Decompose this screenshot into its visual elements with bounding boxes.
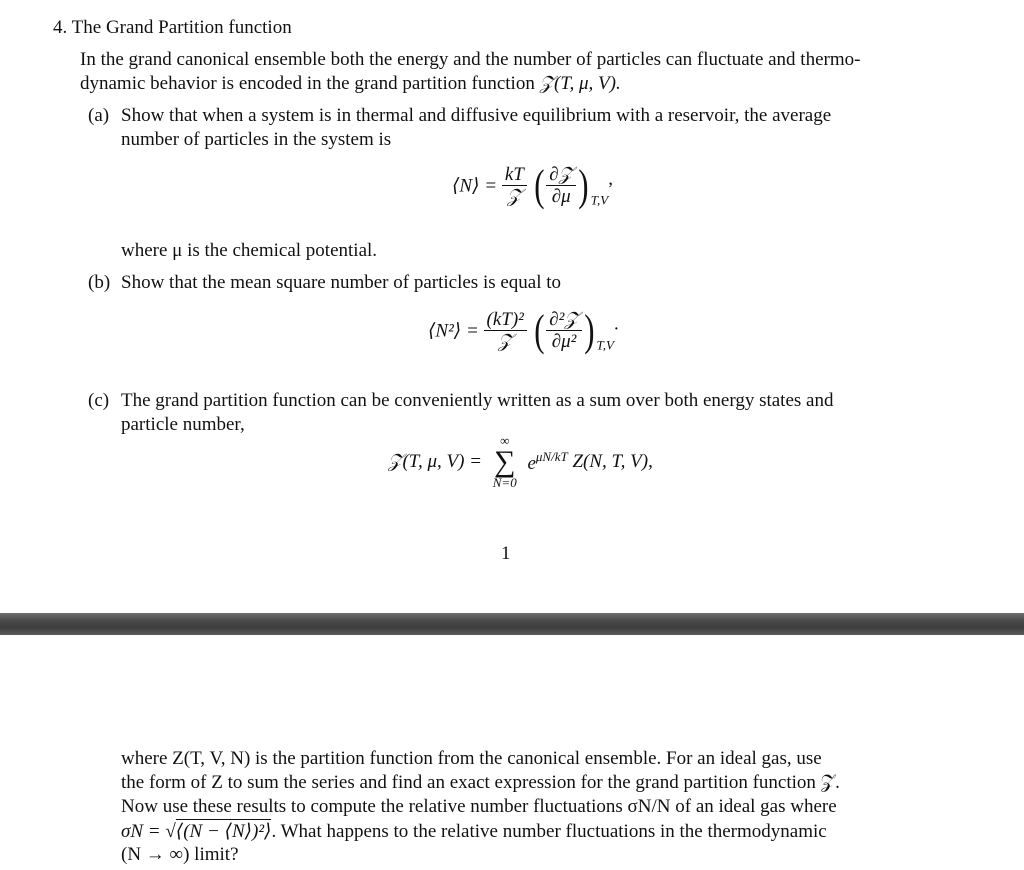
eq-a-den: 𝒵: [507, 185, 522, 207]
continuation-line-3: Now use these results to compute the relative number fluctuations σN/N of an ideal gas where: [121, 796, 837, 817]
eq-b-lparen: (: [533, 306, 545, 355]
eq-b-derivative: [546, 310, 582, 353]
eq-c-lhs: 𝒵(T, μ, V) =: [388, 451, 482, 472]
equation-grand-sum: [388, 434, 653, 496]
eq-a-dden: ∂μ: [551, 185, 571, 207]
eq-b-subscript: T,V: [596, 337, 614, 353]
intro-line-2-text: dynamic behavior is encoded in the grand partition function: [80, 73, 540, 94]
page-separator: [0, 613, 1024, 635]
eq-b-dden: ∂μ²: [551, 330, 577, 352]
eq-b-rparen: ): [584, 306, 595, 355]
eq-a-lparen: (: [533, 161, 545, 210]
part-c-line-2: particle number,: [121, 414, 245, 435]
sigma-n-radicand: ⟨(N − ⟨N⟩)²⟩: [175, 821, 272, 842]
eq-b-den: 𝒵: [497, 330, 513, 352]
eq-a-lhs: ⟨N⟩ =: [452, 175, 498, 197]
eq-a-derivative: [546, 165, 576, 208]
eq-a-num: kT: [502, 165, 527, 186]
eq-c-exponent: μN/kT: [535, 449, 568, 464]
intro-line-2: [80, 73, 621, 95]
part-a-line-2: number of particles in the system is: [121, 129, 392, 150]
part-a-after: where μ is the chemical potential.: [121, 240, 378, 261]
eq-a-tail: ,: [608, 168, 613, 190]
eq-c-exp-base: e: [527, 453, 536, 474]
continuation-line-2: the form of Z to sum the series and find an exact expression for the grand partition function 𝒵.: [121, 772, 840, 793]
part-b-line-1: Show that the mean square number of particles is equal to: [121, 272, 562, 293]
sigma-icon: ∑: [494, 445, 516, 478]
part-a-line-1: Show that when a system is in thermal and diffusive equilibrium with a reservoir, the average: [121, 105, 832, 126]
page-number: 1: [501, 543, 511, 564]
eq-a-rparen: ): [578, 161, 589, 210]
intro-line-1: In the grand canonical ensemble both the energy and the number of particles can fluctuate and thermo-: [80, 49, 861, 70]
eq-b-tail: .: [613, 313, 619, 335]
eq-b-num: (kT)²: [484, 310, 527, 331]
equation-mean-square-n: [428, 306, 619, 369]
eq-b-dnum: ∂²𝒵: [546, 310, 582, 331]
part-c-label: (c): [88, 390, 110, 411]
summation-sign: [493, 434, 517, 490]
part-a-label: (a): [88, 105, 110, 126]
equation-mean-n: [452, 161, 613, 224]
eq-b-lhs: ⟨N²⟩ =: [428, 320, 479, 342]
problem-title: 4. The Grand Partition function: [53, 17, 292, 38]
continuation-line-1: where Z(T, V, N) is the partition function from the canonical ensemble. For an ideal gas, use: [121, 748, 822, 769]
continuation-line-4-rest: . What happens to the relative number fluctuations in the thermodynamic: [271, 821, 827, 842]
sum-upper-limit: ∞: [500, 433, 510, 448]
intro-line-2-math: 𝒵(T, μ, V).: [539, 73, 621, 94]
eq-a-subscript: T,V: [590, 192, 609, 208]
continuation-line-5: (N → ∞) limit?: [121, 844, 239, 865]
part-b-label: (b): [88, 272, 111, 293]
eq-c-exponential: [527, 449, 568, 474]
eq-c-rhs: Z(N, T, V),: [572, 451, 653, 472]
eq-a-fraction: [502, 165, 527, 208]
part-c-line-1: The grand partition function can be conveniently written as a sum over both energy states and: [121, 390, 834, 411]
eq-b-fraction: [484, 310, 527, 353]
eq-a-dnum: ∂𝒵: [546, 165, 576, 186]
sum-lower-limit: N=0: [492, 475, 517, 490]
sigma-n-definition: σN = √: [121, 821, 176, 842]
continuation-line-4: [121, 820, 827, 843]
